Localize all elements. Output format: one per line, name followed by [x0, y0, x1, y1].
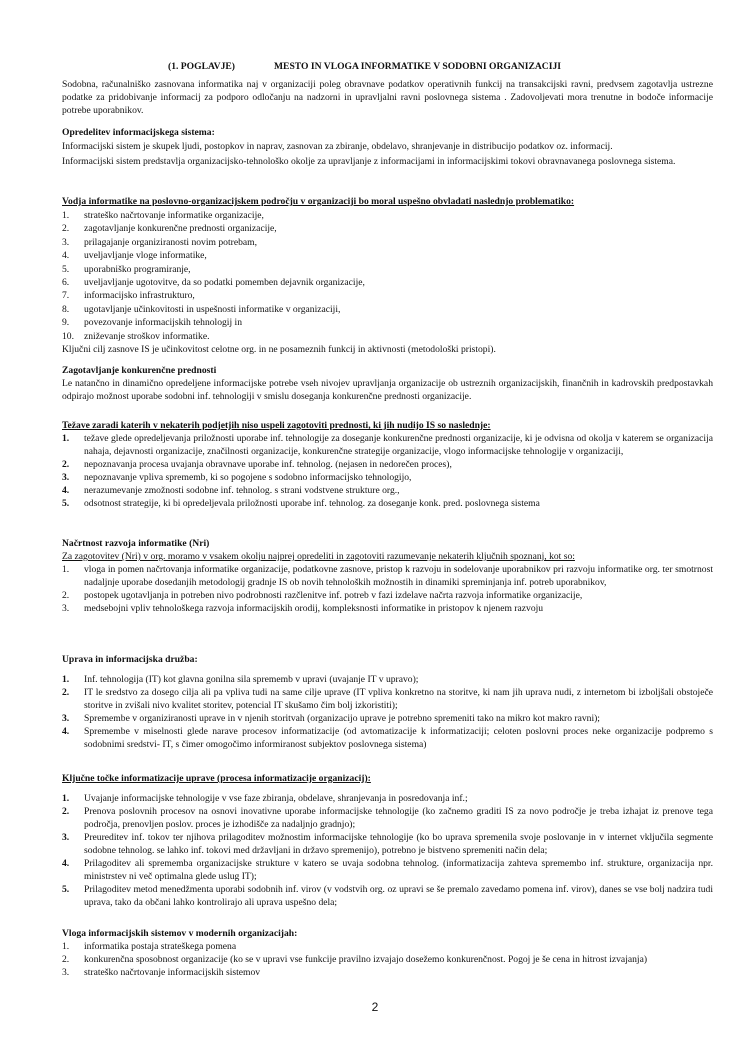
item-text: IT le sredstvo za dosego cilja ali pa vpliva tudi na same cilje uprave (IT vpliva konkretno na storitve, ki nam jih uprava nudi, z internetom bi izboljšali obstoječe storitve in zvišali nivo kvalitet storitev, potencial IT skušamo čim bolj izkoristiti);: [84, 687, 713, 711]
item-text: uveljavljanje vloge informatike,: [84, 250, 207, 262]
item-text: vloga in pomen načrtovanja informatike organizacije, podatkovne zasnove, pristop k razvoju in sodelovanje uporabnikov pri razvoju informatike org. ter smotrnost nadaljnje uporabe dosedanjih metodologij gradnje IS ob novih tehnoloških možnostih in dinamiki spreminjanja inf. potreb uporabnikov,: [84, 564, 713, 588]
item-text: zagotavljanje konkurenčne prednosti organizacije,: [84, 223, 277, 235]
item-text: Prenova poslovnih procesov na osnovi inovativne uporabe informacijske tehnologije (ko začnemo graditi IS za novo področje je treba izhajat iz prenove tega področja, prenovljen poslov. proces je izhodišče za nadaljnjo gradnjo);: [84, 806, 713, 830]
list-item: [62, 484, 713, 497]
item-text: odsotnost strategije, ki bi opredeljevala priložnosti uporabe inf. tehnolog. za doseganje konk. pred. poslovnega sistema: [84, 498, 540, 509]
item-text: strateško načrtovanje informacijskih sistemov: [84, 967, 261, 978]
item-number: 4.: [62, 858, 70, 869]
numbered-list: [62, 432, 713, 510]
item-number: 6.: [62, 277, 70, 289]
item-number: 10.: [62, 330, 74, 342]
list-item: [62, 831, 713, 857]
list-item: [62, 883, 713, 909]
item-text: informatika postaja strateškega pomena: [84, 941, 237, 952]
item-text: konkurenčna sposobnost organizacije (ko se v upravi vse funkcije pravilno izvajajo dosežemo konkurenčnost. Pogoj je še cena in hitrost izvajanja): [84, 954, 648, 965]
chapter-label: (1. POGLAVJE): [168, 61, 235, 72]
list-item: [62, 673, 713, 686]
paragraph: Informacijski sistem predstavlja organizacijsko-tehnološko okolje za upravljanje z informacijami in informacijskimi tokovi obravnavanega poslovnega sistema.: [62, 156, 676, 167]
item-number: 2.: [62, 459, 70, 470]
item-number: 1.: [62, 433, 70, 444]
item-number: 3.: [62, 832, 70, 843]
item-text: Spremembe v organiziranosti uprave in v njenih storitvah (organizacijo uprave je potrebno spremeniti tako na mikro kot makro ravni);: [84, 713, 600, 724]
intro-paragraph: Sodobna, računalniško zasnovana informatika naj v organizaciji poleg obravnave podatkov operativnih funkcij na transakcijski ravni, predvsem zagotavlja ustrezne podatke za pridobivanje informacij za podporo odločanju na nadzorni in upravljalni ravni poslovnega sistema . Zadovoljevati mora trenutne in bodoče informacije potrebe uporabnikov.: [62, 79, 713, 116]
item-text: nepoznavanja procesa uvajanja obravnave uporabe inf. tehnolog. (nejasen in nedorečen proces),: [84, 459, 452, 470]
item-number: 8.: [62, 303, 70, 315]
list-item: [62, 458, 713, 471]
paragraph: Ključni cilj zasnove IS je učinkovitost celotne org. in ne posameznih funkcij in aktivnosti (metodološki pristopi).: [62, 344, 496, 356]
subheading: Za zagotovitev (Nri) v org. moramo v vsakem okolju najprej opredeliti in zagotoviti razumevanje nekaterih ključnih spoznanj, kot so:: [62, 551, 575, 562]
list-item: [62, 712, 713, 725]
item-text: Spremembe v miselnosti glede narave procesov informatizacije (od avtomatizacije k informatizaciji; celoten poslovni proces neke organizacije podpremo s sodobnimi sredstvi- IT, s čimer omogočimo informiranost subjektov poslovnega sistema): [84, 726, 713, 750]
section-heading: Vloga informacijskih sistemov v modernih organizacijah:: [62, 928, 298, 939]
list-item: [62, 966, 713, 979]
list-item: [62, 471, 713, 484]
item-text: Uvajanje informacijske tehnologije v vse faze zbiranja, obdelave, shranjevanja in posredovanja inf.;: [84, 793, 468, 804]
item-number: 2.: [62, 806, 70, 817]
item-text: postopek ugotavljanja in potreben nivo podrobnosti razčlenitve inf. potreb v fazi izdelave načrta razvoja informatike organizacije,: [84, 590, 583, 601]
item-number: 1.: [62, 564, 70, 575]
vloga-section: [62, 927, 713, 979]
list-item: [62, 263, 713, 276]
list-item: [62, 236, 713, 249]
list-item: [62, 276, 713, 289]
list-item: [62, 686, 713, 712]
list-item: [62, 209, 713, 222]
item-text: povezovanje informacijskih tehnologij in: [84, 317, 242, 329]
item-number: 2.: [62, 223, 70, 235]
item-text: Preureditev inf. tokov ter njihova prilagoditev možnostim informacijske tehnologije (ko bo uprava spremenila svoje poslovanje in v internet vključila segmente sodobne tehnolog. se lahko inf. tokovi med državljani in državo spremenijo), potrebno je bistveno spremeniti način dela;: [84, 832, 713, 856]
section-heading: Težave zaradi katerih v nekaterih podjetjih niso uspeli zagotoviti prednosti, ki jih nudijo IS so naslednje:: [62, 420, 491, 431]
numbered-list: [62, 940, 713, 979]
item-number: 9.: [62, 317, 70, 329]
item-number: 5.: [62, 884, 70, 895]
list-item: [62, 497, 713, 510]
item-text: uporabniško programiranje,: [84, 263, 191, 275]
item-number: 1.: [62, 210, 70, 221]
list-item: [62, 589, 713, 602]
item-number: 4.: [62, 726, 70, 737]
section-heading: Uprava in informacijska družba:: [62, 654, 198, 665]
list-item: [62, 289, 713, 302]
item-text: uveljavljanje ugotovitve, da so podatki pomemben dejavnik organizacije,: [84, 277, 365, 289]
item-number: 3.: [62, 236, 70, 248]
definition-section: [62, 126, 713, 168]
item-number: 5.: [62, 498, 70, 509]
list-item: [62, 563, 713, 589]
vodja-section: [62, 195, 713, 356]
numbered-list: [62, 563, 713, 615]
item-text: Prilagoditev metod menedžmenta uporabi sodobnih inf. virov (v vodstvih org. oz upravi se še premalo zavedamo pomena inf. virov), danes se vse bolj nadzira tudi uprava, tako da občani lahko kontrolirajo ali uprava uspešno dela;: [84, 884, 713, 908]
item-number: 3.: [62, 967, 70, 978]
item-number: 3.: [62, 713, 70, 724]
list-item: [62, 725, 713, 751]
item-number: 3.: [62, 603, 70, 614]
section-heading: Zagotavljanje konkurenčne prednosti: [62, 365, 217, 376]
item-text: težave glede opredeljevanja priložnosti uporabe inf. tehnologije za doseganje konkurenčne prednosti organizacije, ki je odvisna od okolja v katerem se organizacija nahaja, dejavnosti organizacije, značilnosti organizacije, konkurenčne strategije organizacije, vlogo informacijske tehnologije v organizaciji,: [84, 433, 713, 457]
zagotavljanje-section: [62, 364, 713, 403]
page-number: 2: [371, 1000, 379, 1014]
item-number: 7.: [62, 290, 70, 302]
page-title: MESTO IN VLOGA INFORMATIKE V SODOBNI ORGANIZACIJI: [274, 61, 561, 72]
item-text: zniževanje stroškov informatike.: [84, 330, 210, 342]
numbered-list: [62, 673, 713, 751]
paragraph: Informacijski sistem je skupek ljudi, postopkov in naprav, zasnovan za zbiranje, obdelavo, shranjevanje in distribucijo podatkov oz. informacij.: [62, 141, 613, 152]
item-number: 2.: [62, 590, 70, 601]
item-text: nerazumevanje zmožnosti sodobne inf. tehnolog. s strani vodstvene strukture org.,: [84, 485, 400, 496]
list-item: [62, 953, 713, 966]
list-item: [62, 222, 713, 235]
list-item: [62, 805, 713, 831]
item-number: 2.: [62, 954, 70, 965]
paragraph: Le natančno in dinamično opredeljene informacijske potrebe vseh nivojev upravljanja organizacije ob ustreznih organizacijskih, finančnih in kadrovskih predpostavkah odpirajo možnost uporabe sodobni inf. tehnologiji v smislu doseganja konkurenčne prednosti organizacije.: [62, 378, 713, 402]
item-number: 1.: [62, 793, 70, 804]
list-item: [62, 857, 713, 883]
list-item: [62, 940, 713, 953]
list-item: [62, 432, 713, 458]
item-number: 4.: [62, 485, 70, 496]
item-number: 1.: [62, 674, 70, 685]
list-item: [62, 303, 713, 316]
item-number: 3.: [62, 472, 70, 483]
item-text: prilagajanje organiziranosti novim potrebam,: [84, 236, 257, 248]
item-number: 5.: [62, 263, 70, 275]
list-item: [62, 316, 713, 329]
section-heading: Opredelitev informacijskega sistema:: [62, 127, 215, 138]
list-item: [62, 792, 713, 805]
item-text: informacijsko infrastrukturo,: [84, 290, 195, 302]
numbered-list: [62, 792, 713, 909]
item-text: Inf. tehnologija (IT) kot glavna gonilna sila sprememb v upravi (uvajanje IT v upravo);: [84, 674, 419, 685]
list-item: [62, 330, 713, 343]
section-heading: Načrtnost razvoja informatike (Nri): [62, 538, 210, 549]
kljucne-section: [62, 772, 713, 909]
item-text: nepoznavanje vpliva sprememb, ki so pogojene s sodobno informacijsko tehnologijo,: [84, 472, 412, 483]
numbered-list: [62, 209, 713, 343]
list-item: [62, 602, 713, 615]
list-item: [62, 249, 713, 262]
section-heading: Vodja informatike na poslovno-organizacijskem področju v organizaciji bo moral uspešno obvladati naslednjo problematiko:: [62, 196, 575, 207]
uprava-section: [62, 653, 713, 751]
item-number: 4.: [62, 250, 70, 262]
item-text: Prilagoditev ali sprememba organizacijske strukture v katero se uvaja sodobna tehnolog. (informatizacija zahteva spremembo inf. strukture, organizacija npr. ministrstev ni več optimalna glede uslug IT);: [84, 858, 713, 882]
item-text: ugotavljanje učinkovitosti in uspešnosti informatike v organizaciji,: [84, 303, 341, 315]
section-heading: Ključne točke informatizacije uprave (procesa informatizacije organizacij):: [62, 773, 371, 784]
item-number: 1.: [62, 941, 70, 952]
nri-section: [62, 537, 713, 615]
item-text: medsebojni vpliv tehnološkega razvoja informacijskih orodij, kompleksnosti informatike in pristopov k njenem razvoju: [84, 603, 544, 614]
tezave-section: [62, 419, 713, 510]
item-number: 2.: [62, 687, 70, 698]
item-text: strateško načrtovanje informatike organizacije,: [84, 210, 264, 221]
